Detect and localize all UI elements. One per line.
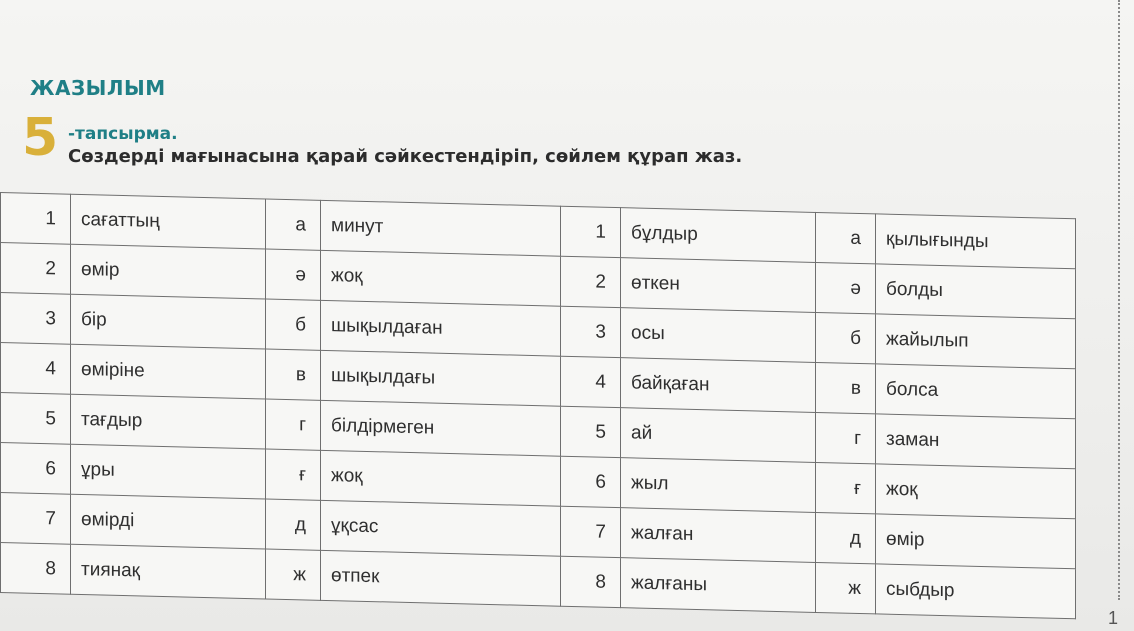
right-match-word-cell: өмір — [876, 514, 1076, 569]
left-match-word-cell: жоқ — [321, 450, 561, 506]
right-letter-cell: г — [816, 412, 876, 463]
matching-table — [0, 192, 1076, 619]
task-instruction: Сөздерді мағынасына қарай сәйкестендіріп, сөйлем құрап жаз. — [68, 146, 743, 167]
right-word-cell: жалған — [621, 508, 816, 563]
right-match-word-cell: қылығынды — [876, 214, 1076, 269]
left-number-cell: 6 — [1, 443, 71, 495]
right-number-cell: 1 — [561, 206, 621, 257]
left-word-cell: ұры — [71, 444, 266, 499]
left-letter-cell: в — [266, 349, 321, 400]
right-letter-cell: а — [816, 212, 876, 263]
left-word-cell: бір — [71, 294, 266, 349]
left-word-cell: тағдыр — [71, 394, 266, 449]
left-match-word-cell: ұқсас — [321, 500, 561, 556]
left-word-cell: өміріне — [71, 344, 266, 399]
right-letter-cell: ғ — [816, 462, 876, 513]
right-letter-cell: б — [816, 312, 876, 363]
right-word-cell: жалғаны — [621, 558, 816, 613]
matching-table-wrapper — [0, 192, 1075, 631]
right-word-cell: байқаған — [621, 358, 816, 413]
right-number-cell: 2 — [561, 256, 621, 307]
right-letter-cell: д — [816, 512, 876, 563]
right-word-cell: ай — [621, 408, 816, 463]
dotted-margin-line — [1118, 0, 1120, 600]
left-number-cell: 8 — [1, 543, 71, 595]
right-match-word-cell: сыбдыр — [876, 564, 1076, 619]
right-letter-cell: ә — [816, 262, 876, 313]
left-letter-cell: ж — [266, 549, 321, 600]
left-number-cell: 2 — [1, 243, 71, 295]
left-word-cell: өмірді — [71, 494, 266, 549]
right-match-word-cell: болды — [876, 264, 1076, 319]
right-number-cell: 8 — [561, 556, 621, 607]
left-letter-cell: а — [266, 199, 321, 250]
right-number-cell: 3 — [561, 306, 621, 357]
right-number-cell: 5 — [561, 406, 621, 457]
left-match-word-cell: минут — [321, 200, 561, 256]
right-letter-cell: в — [816, 362, 876, 413]
left-number-cell: 7 — [1, 493, 71, 545]
left-number-cell: 4 — [1, 343, 71, 395]
right-match-word-cell: жоқ — [876, 464, 1076, 519]
left-match-word-cell: жоқ — [321, 250, 561, 306]
left-match-word-cell: шықылдаған — [321, 300, 561, 356]
left-match-word-cell: білдірмеген — [321, 400, 561, 456]
right-match-word-cell: болса — [876, 364, 1076, 419]
task-number: 5 — [22, 108, 59, 168]
page-number: 1 — [1107, 608, 1118, 628]
right-word-cell: осы — [621, 308, 816, 363]
matching-table-body — [1, 193, 1076, 619]
left-number-cell: 3 — [1, 293, 71, 345]
left-word-cell: тиянақ — [71, 544, 266, 599]
left-letter-cell: ә — [266, 249, 321, 300]
left-letter-cell: д — [266, 499, 321, 550]
right-letter-cell: ж — [816, 562, 876, 613]
right-match-word-cell: заман — [876, 414, 1076, 469]
left-letter-cell: ғ — [266, 449, 321, 500]
right-word-cell: бұлдыр — [621, 208, 816, 263]
left-letter-cell: б — [266, 299, 321, 350]
right-number-cell: 6 — [561, 456, 621, 507]
right-number-cell: 4 — [561, 356, 621, 407]
left-word-cell: өмір — [71, 244, 266, 299]
right-match-word-cell: жайылып — [876, 314, 1076, 369]
left-match-word-cell: шықылдағы — [321, 350, 561, 406]
left-word-cell: сағаттың — [71, 194, 266, 249]
left-number-cell: 1 — [1, 193, 71, 245]
right-word-cell: өткен — [621, 258, 816, 313]
section-title: ЖАЗЫЛЫМ — [30, 76, 166, 100]
left-match-word-cell: өтпек — [321, 550, 561, 606]
task-label: -тапсырма. — [68, 124, 178, 144]
left-number-cell: 5 — [1, 393, 71, 445]
right-word-cell: жыл — [621, 458, 816, 513]
right-number-cell: 7 — [561, 506, 621, 557]
left-letter-cell: г — [266, 399, 321, 450]
